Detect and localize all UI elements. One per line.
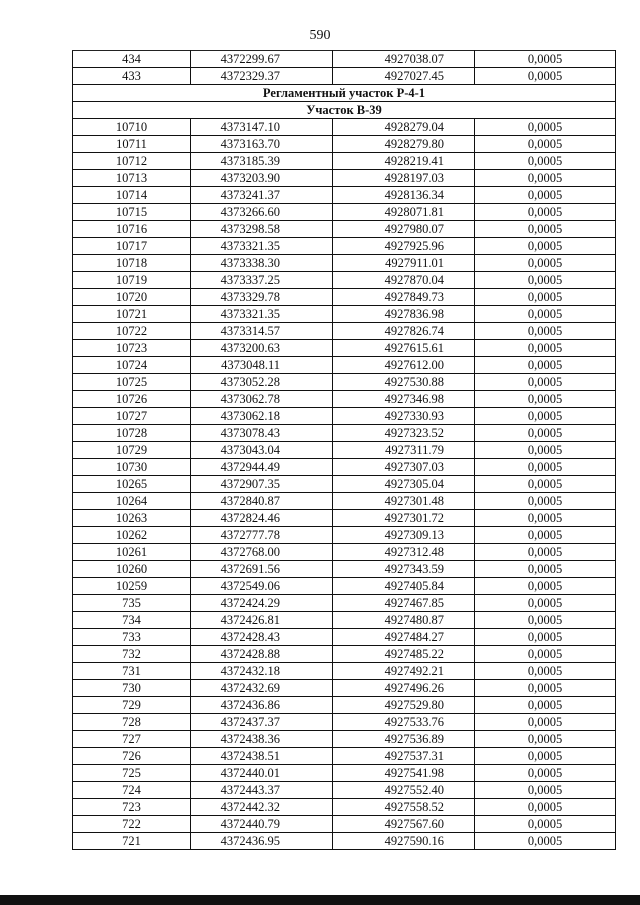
coord-x-cell: 4373200.63 xyxy=(191,340,333,357)
coord-y-cell: 4927467.85 xyxy=(333,595,475,612)
tolerance-cell: 0,0005 xyxy=(475,629,616,646)
table-row xyxy=(73,221,616,238)
tolerance-cell: 0,0005 xyxy=(475,136,616,153)
tolerance-cell: 0,0005 xyxy=(475,119,616,136)
point-number-cell: 10724 xyxy=(73,357,191,374)
coord-x-cell: 4372329.37 xyxy=(191,68,333,85)
table-row xyxy=(73,629,616,646)
tolerance-cell: 0,0005 xyxy=(475,799,616,816)
tolerance-cell: 0,0005 xyxy=(475,595,616,612)
coord-y-cell: 4927567.60 xyxy=(333,816,475,833)
point-number-cell: 733 xyxy=(73,629,191,646)
table-row xyxy=(73,425,616,442)
tolerance-cell: 0,0005 xyxy=(475,816,616,833)
scan-bottom-edge xyxy=(0,895,640,905)
tolerance-cell: 0,0005 xyxy=(475,153,616,170)
coord-x-cell: 4373052.28 xyxy=(191,374,333,391)
coord-y-cell: 4927529.80 xyxy=(333,697,475,714)
point-number-cell: 10259 xyxy=(73,578,191,595)
coord-x-cell: 4372426.81 xyxy=(191,612,333,629)
coord-x-cell: 4373321.35 xyxy=(191,306,333,323)
tolerance-cell: 0,0005 xyxy=(475,255,616,272)
tolerance-cell: 0,0005 xyxy=(475,408,616,425)
coord-x-cell: 4373078.43 xyxy=(191,425,333,442)
coord-x-cell: 4373321.35 xyxy=(191,238,333,255)
coord-y-cell: 4927530.88 xyxy=(333,374,475,391)
tolerance-cell: 0,0005 xyxy=(475,782,616,799)
tolerance-cell: 0,0005 xyxy=(475,391,616,408)
tolerance-cell: 0,0005 xyxy=(475,833,616,850)
table-row xyxy=(73,765,616,782)
point-number-cell: 10717 xyxy=(73,238,191,255)
point-number-cell: 10729 xyxy=(73,442,191,459)
point-number-cell: 724 xyxy=(73,782,191,799)
coord-y-cell: 4927533.76 xyxy=(333,714,475,731)
tolerance-cell: 0,0005 xyxy=(475,646,616,663)
tolerance-cell: 0,0005 xyxy=(475,68,616,85)
coord-y-cell: 4927330.93 xyxy=(333,408,475,425)
coord-y-cell: 4928071.81 xyxy=(333,204,475,221)
subsection-row xyxy=(73,102,616,119)
point-number-cell: 10711 xyxy=(73,136,191,153)
coord-y-cell: 4927301.72 xyxy=(333,510,475,527)
point-number-cell: 10715 xyxy=(73,204,191,221)
coord-x-cell: 4372438.36 xyxy=(191,731,333,748)
point-number-cell: 10721 xyxy=(73,306,191,323)
coord-y-cell: 4927552.40 xyxy=(333,782,475,799)
point-number-cell: 10726 xyxy=(73,391,191,408)
coord-x-cell: 4372428.88 xyxy=(191,646,333,663)
table-row xyxy=(73,527,616,544)
coord-y-cell: 4927492.21 xyxy=(333,663,475,680)
table-row xyxy=(73,119,616,136)
table-row xyxy=(73,748,616,765)
point-number-cell: 10723 xyxy=(73,340,191,357)
coord-y-cell: 4927312.48 xyxy=(333,544,475,561)
table-row xyxy=(73,340,616,357)
table-row xyxy=(73,306,616,323)
coord-y-cell: 4927826.74 xyxy=(333,323,475,340)
coord-x-cell: 4373147.10 xyxy=(191,119,333,136)
tolerance-cell: 0,0005 xyxy=(475,238,616,255)
point-number-cell: 434 xyxy=(73,51,191,68)
coord-y-cell: 4927323.52 xyxy=(333,425,475,442)
point-number-cell: 10710 xyxy=(73,119,191,136)
coord-x-cell: 4372691.56 xyxy=(191,561,333,578)
coord-x-cell: 4373203.90 xyxy=(191,170,333,187)
tolerance-cell: 0,0005 xyxy=(475,493,616,510)
point-number-cell: 726 xyxy=(73,748,191,765)
coord-y-cell: 4928279.04 xyxy=(333,119,475,136)
point-number-cell: 10713 xyxy=(73,170,191,187)
coord-x-cell: 4372824.46 xyxy=(191,510,333,527)
table-rows-before xyxy=(73,51,616,85)
table-row xyxy=(73,816,616,833)
coord-y-cell: 4927849.73 xyxy=(333,289,475,306)
coord-x-cell: 4373266.60 xyxy=(191,204,333,221)
table-row xyxy=(73,289,616,306)
coord-y-cell: 4927615.61 xyxy=(333,340,475,357)
point-number-cell: 10263 xyxy=(73,510,191,527)
tolerance-cell: 0,0005 xyxy=(475,357,616,374)
coord-x-cell: 4372443.37 xyxy=(191,782,333,799)
point-number-cell: 10727 xyxy=(73,408,191,425)
table-row xyxy=(73,697,616,714)
coord-x-cell: 4373314.57 xyxy=(191,323,333,340)
coord-y-cell: 4927346.98 xyxy=(333,391,475,408)
tolerance-cell: 0,0005 xyxy=(475,765,616,782)
point-number-cell: 731 xyxy=(73,663,191,680)
tolerance-cell: 0,0005 xyxy=(475,340,616,357)
table-row xyxy=(73,391,616,408)
point-number-cell: 723 xyxy=(73,799,191,816)
coord-x-cell: 4372432.18 xyxy=(191,663,333,680)
point-number-cell: 10265 xyxy=(73,476,191,493)
section-header-group xyxy=(73,85,616,119)
tolerance-cell: 0,0005 xyxy=(475,731,616,748)
table-row xyxy=(73,544,616,561)
coord-x-cell: 4373048.11 xyxy=(191,357,333,374)
point-number-cell: 10262 xyxy=(73,527,191,544)
tolerance-cell: 0,0005 xyxy=(475,578,616,595)
tolerance-cell: 0,0005 xyxy=(475,612,616,629)
point-number-cell: 727 xyxy=(73,731,191,748)
coord-x-cell: 4372424.29 xyxy=(191,595,333,612)
coord-x-cell: 4372299.67 xyxy=(191,51,333,68)
coord-y-cell: 4927311.79 xyxy=(333,442,475,459)
table-row xyxy=(73,561,616,578)
table-row xyxy=(73,578,616,595)
point-number-cell: 725 xyxy=(73,765,191,782)
coord-y-cell: 4928197.03 xyxy=(333,170,475,187)
table-row xyxy=(73,204,616,221)
table-row xyxy=(73,663,616,680)
point-number-cell: 734 xyxy=(73,612,191,629)
point-number-cell: 729 xyxy=(73,697,191,714)
table-row xyxy=(73,323,616,340)
tolerance-cell: 0,0005 xyxy=(475,544,616,561)
coord-x-cell: 4372440.79 xyxy=(191,816,333,833)
tolerance-cell: 0,0005 xyxy=(475,476,616,493)
table-row xyxy=(73,357,616,374)
point-number-cell: 721 xyxy=(73,833,191,850)
point-number-cell: 10260 xyxy=(73,561,191,578)
point-number-cell: 10712 xyxy=(73,153,191,170)
coord-y-cell: 4928219.41 xyxy=(333,153,475,170)
tolerance-cell: 0,0005 xyxy=(475,510,616,527)
tolerance-cell: 0,0005 xyxy=(475,442,616,459)
coord-y-cell: 4927925.96 xyxy=(333,238,475,255)
coord-y-cell: 4927558.52 xyxy=(333,799,475,816)
point-number-cell: 730 xyxy=(73,680,191,697)
table-row xyxy=(73,714,616,731)
coord-x-cell: 4372907.35 xyxy=(191,476,333,493)
coord-x-cell: 4372436.95 xyxy=(191,833,333,850)
coord-x-cell: 4372549.06 xyxy=(191,578,333,595)
table-row xyxy=(73,782,616,799)
table-row xyxy=(73,799,616,816)
coord-x-cell: 4373163.70 xyxy=(191,136,333,153)
coord-x-cell: 4372777.78 xyxy=(191,527,333,544)
point-number-cell: 10714 xyxy=(73,187,191,204)
point-number-cell: 10722 xyxy=(73,323,191,340)
coord-y-cell: 4927305.04 xyxy=(333,476,475,493)
coord-x-cell: 4373062.18 xyxy=(191,408,333,425)
point-number-cell: 10718 xyxy=(73,255,191,272)
table-row xyxy=(73,833,616,850)
coord-y-cell: 4927541.98 xyxy=(333,765,475,782)
tolerance-cell: 0,0005 xyxy=(475,323,616,340)
point-number-cell: 735 xyxy=(73,595,191,612)
coord-y-cell: 4927980.07 xyxy=(333,221,475,238)
table-row xyxy=(73,68,616,85)
tolerance-cell: 0,0005 xyxy=(475,272,616,289)
coord-y-cell: 4927590.16 xyxy=(333,833,475,850)
coord-y-cell: 4927038.07 xyxy=(333,51,475,68)
table-row xyxy=(73,374,616,391)
coord-y-cell: 4927496.26 xyxy=(333,680,475,697)
coord-y-cell: 4927343.59 xyxy=(333,561,475,578)
table-row xyxy=(73,510,616,527)
coord-x-cell: 4373062.78 xyxy=(191,391,333,408)
coord-x-cell: 4373298.58 xyxy=(191,221,333,238)
subsection-title: Участок В-39 xyxy=(73,102,616,119)
point-number-cell: 732 xyxy=(73,646,191,663)
point-number-cell: 10719 xyxy=(73,272,191,289)
table-row xyxy=(73,187,616,204)
point-number-cell: 722 xyxy=(73,816,191,833)
coord-y-cell: 4927612.00 xyxy=(333,357,475,374)
table-row xyxy=(73,408,616,425)
table-row xyxy=(73,731,616,748)
coord-y-cell: 4927307.03 xyxy=(333,459,475,476)
coord-y-cell: 4927301.48 xyxy=(333,493,475,510)
coord-x-cell: 4372438.51 xyxy=(191,748,333,765)
table-row xyxy=(73,272,616,289)
coord-x-cell: 4372768.00 xyxy=(191,544,333,561)
coord-y-cell: 4927405.84 xyxy=(333,578,475,595)
coord-x-cell: 4372440.01 xyxy=(191,765,333,782)
coord-x-cell: 4373338.30 xyxy=(191,255,333,272)
coord-x-cell: 4373043.04 xyxy=(191,442,333,459)
tolerance-cell: 0,0005 xyxy=(475,170,616,187)
coord-y-cell: 4927027.45 xyxy=(333,68,475,85)
coordinates-table xyxy=(72,50,616,850)
coord-y-cell: 4927836.98 xyxy=(333,306,475,323)
coord-x-cell: 4372944.49 xyxy=(191,459,333,476)
coord-x-cell: 4373241.37 xyxy=(191,187,333,204)
tolerance-cell: 0,0005 xyxy=(475,697,616,714)
table-row xyxy=(73,612,616,629)
coord-x-cell: 4372442.32 xyxy=(191,799,333,816)
coord-x-cell: 4372432.69 xyxy=(191,680,333,697)
coord-y-cell: 4927870.04 xyxy=(333,272,475,289)
coord-y-cell: 4928136.34 xyxy=(333,187,475,204)
point-number-cell: 10728 xyxy=(73,425,191,442)
section-row xyxy=(73,85,616,102)
table-row xyxy=(73,595,616,612)
coord-y-cell: 4927484.27 xyxy=(333,629,475,646)
tolerance-cell: 0,0005 xyxy=(475,527,616,544)
point-number-cell: 10264 xyxy=(73,493,191,510)
table-row xyxy=(73,153,616,170)
point-number-cell: 10720 xyxy=(73,289,191,306)
coord-y-cell: 4927537.31 xyxy=(333,748,475,765)
coord-y-cell: 4928279.80 xyxy=(333,136,475,153)
coord-x-cell: 4373337.25 xyxy=(191,272,333,289)
tolerance-cell: 0,0005 xyxy=(475,51,616,68)
point-number-cell: 433 xyxy=(73,68,191,85)
point-number-cell: 10261 xyxy=(73,544,191,561)
coord-y-cell: 4927911.01 xyxy=(333,255,475,272)
table-row xyxy=(73,680,616,697)
tolerance-cell: 0,0005 xyxy=(475,459,616,476)
coord-x-cell: 4372436.86 xyxy=(191,697,333,714)
table-row xyxy=(73,459,616,476)
table-row xyxy=(73,136,616,153)
point-number-cell: 10725 xyxy=(73,374,191,391)
tolerance-cell: 0,0005 xyxy=(475,748,616,765)
coord-x-cell: 4373185.39 xyxy=(191,153,333,170)
tolerance-cell: 0,0005 xyxy=(475,221,616,238)
table-row xyxy=(73,493,616,510)
tolerance-cell: 0,0005 xyxy=(475,663,616,680)
table-row xyxy=(73,255,616,272)
table-row xyxy=(73,646,616,663)
point-number-cell: 728 xyxy=(73,714,191,731)
tolerance-cell: 0,0005 xyxy=(475,374,616,391)
tolerance-cell: 0,0005 xyxy=(475,187,616,204)
tolerance-cell: 0,0005 xyxy=(475,425,616,442)
coord-x-cell: 4372840.87 xyxy=(191,493,333,510)
table-row xyxy=(73,51,616,68)
tolerance-cell: 0,0005 xyxy=(475,714,616,731)
coord-y-cell: 4927480.87 xyxy=(333,612,475,629)
tolerance-cell: 0,0005 xyxy=(475,680,616,697)
table-row xyxy=(73,476,616,493)
tolerance-cell: 0,0005 xyxy=(475,204,616,221)
section-title: Регламентный участок Р-4-1 xyxy=(73,85,616,102)
coord-x-cell: 4372428.43 xyxy=(191,629,333,646)
coord-x-cell: 4373329.78 xyxy=(191,289,333,306)
page-number: 590 xyxy=(309,28,331,43)
table-row xyxy=(73,238,616,255)
point-number-cell: 10716 xyxy=(73,221,191,238)
table-row xyxy=(73,170,616,187)
table-rows xyxy=(73,119,616,850)
coord-y-cell: 4927309.13 xyxy=(333,527,475,544)
coord-x-cell: 4372437.37 xyxy=(191,714,333,731)
coord-y-cell: 4927485.22 xyxy=(333,646,475,663)
table-row xyxy=(73,442,616,459)
tolerance-cell: 0,0005 xyxy=(475,306,616,323)
coord-y-cell: 4927536.89 xyxy=(333,731,475,748)
tolerance-cell: 0,0005 xyxy=(475,289,616,306)
tolerance-cell: 0,0005 xyxy=(475,561,616,578)
point-number-cell: 10730 xyxy=(73,459,191,476)
